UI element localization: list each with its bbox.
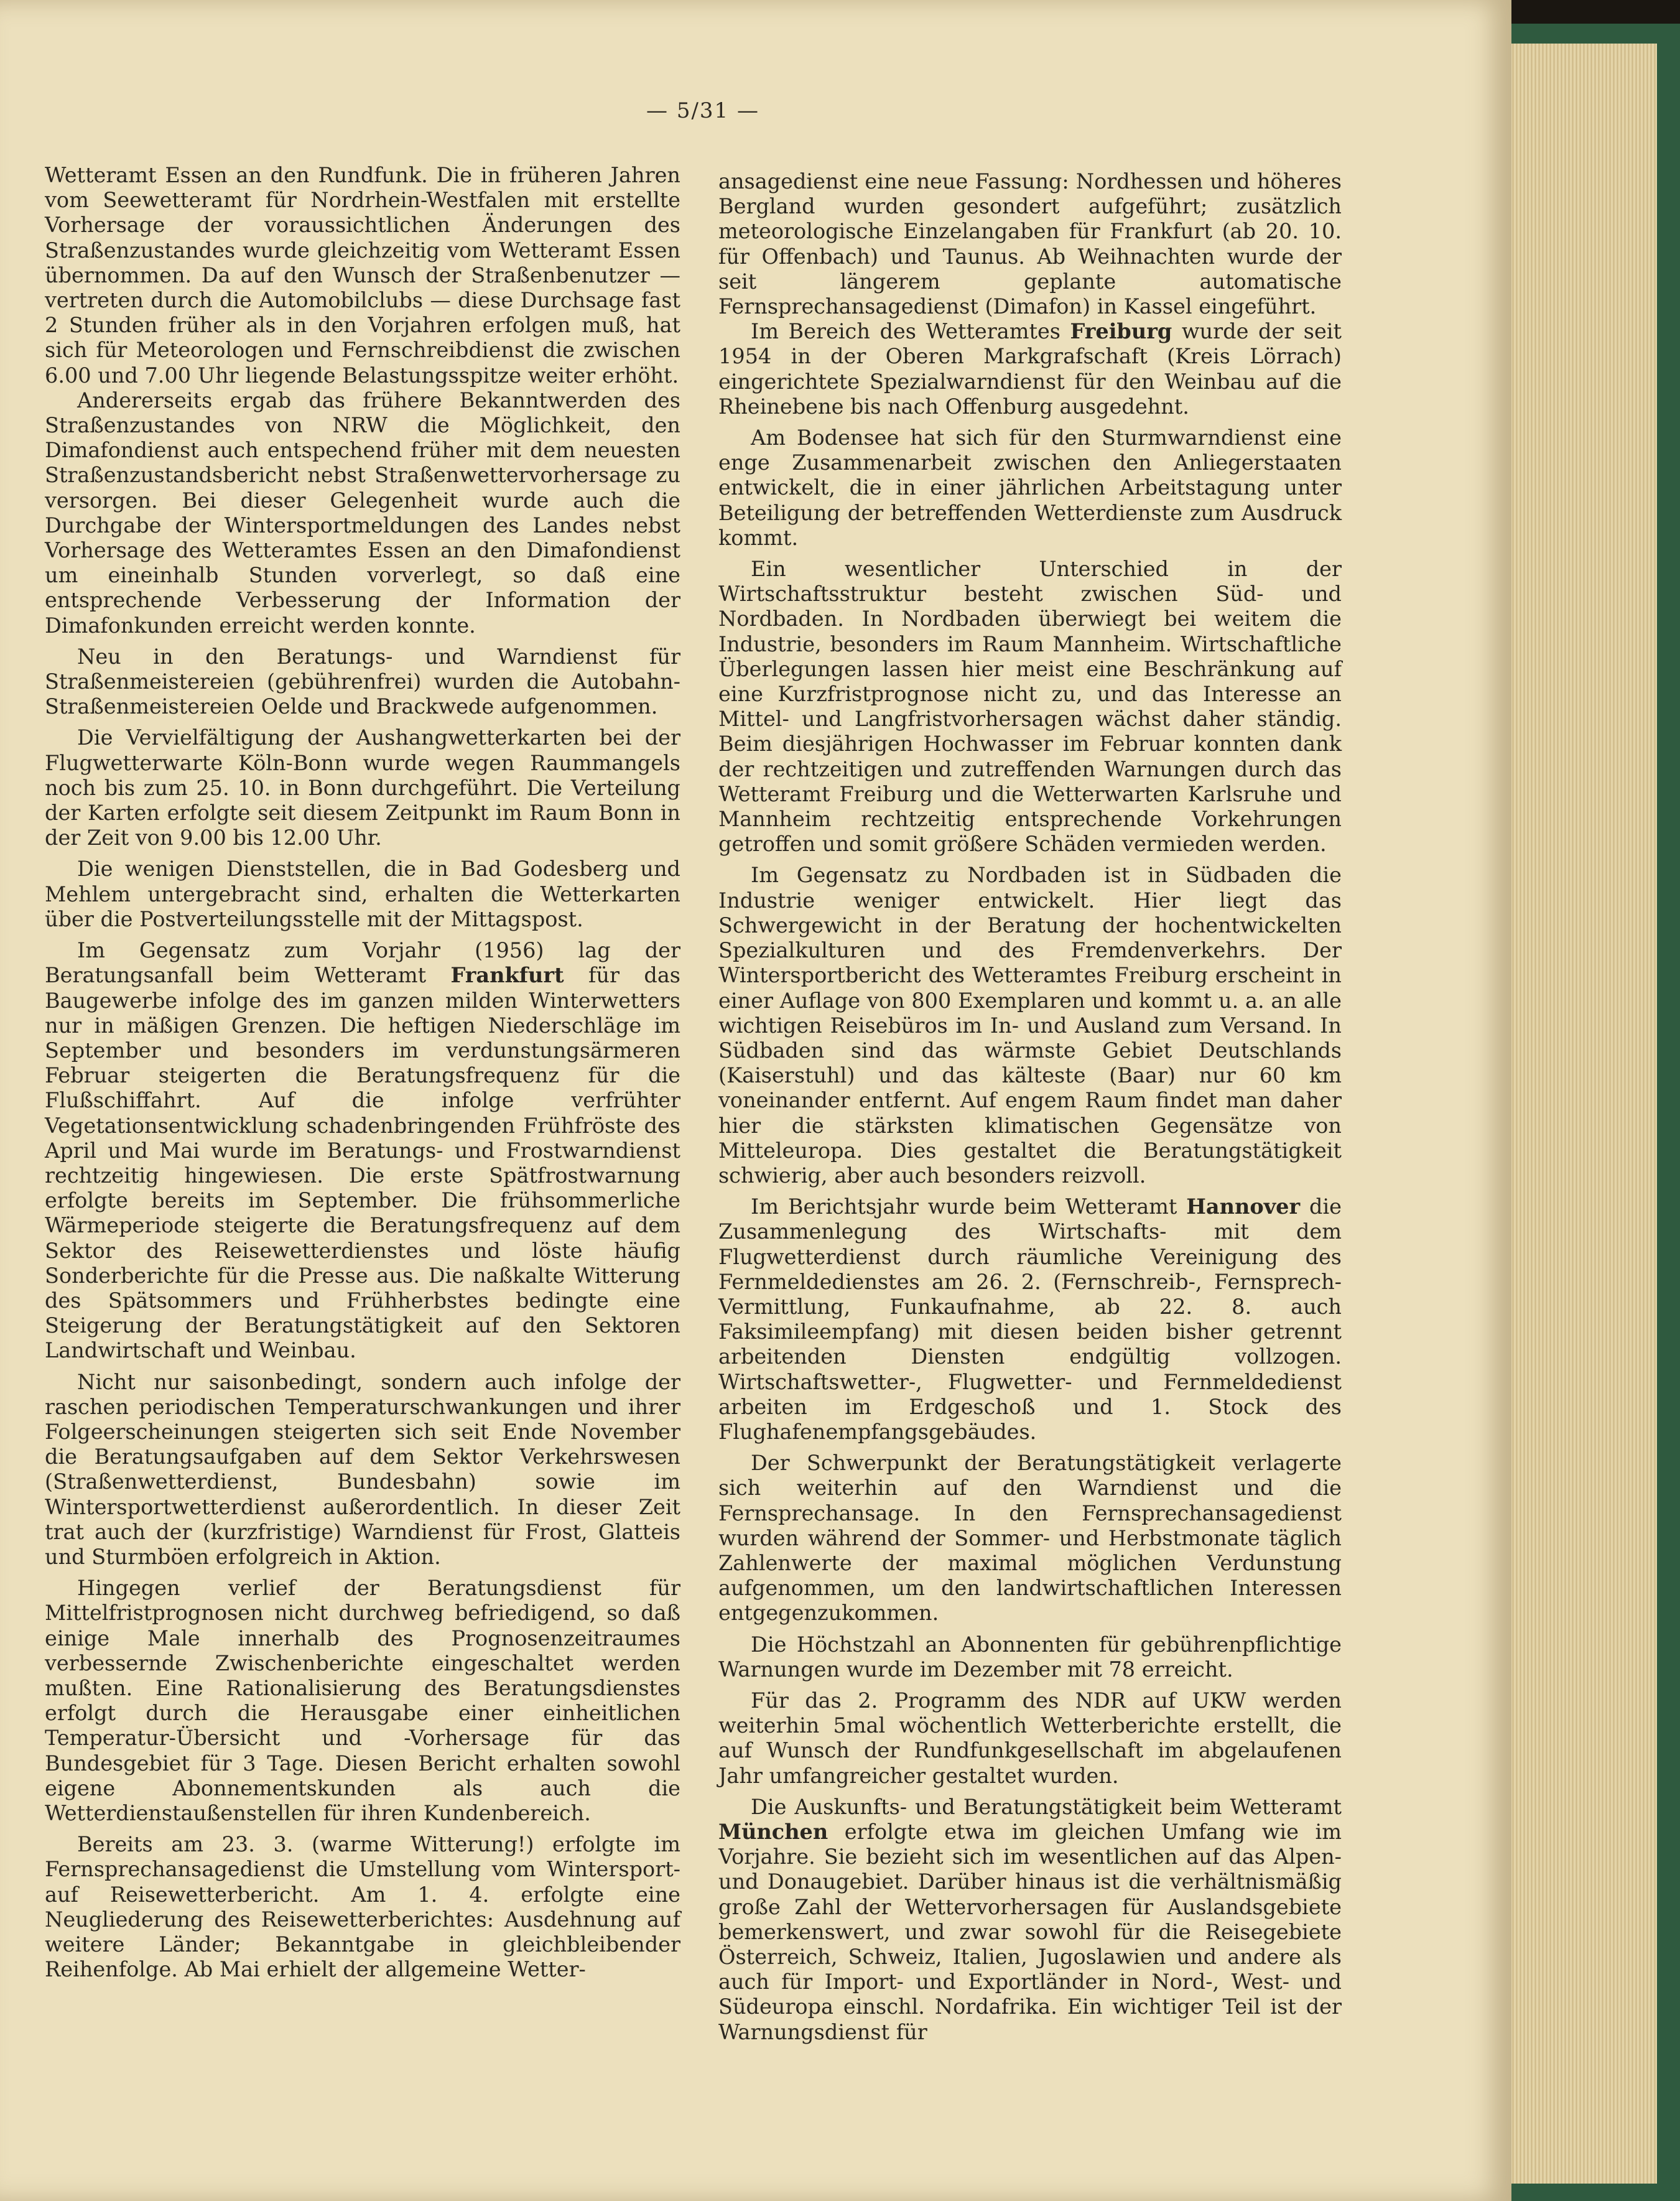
- paragraph: Die wenigen Dienststellen, die in Bad Godesberg und Mehlem untergebracht sind, erhalten die Wetterkarten über die Postverteilungsstelle mit der Mittagspost.: [45, 857, 680, 931]
- city-name: München: [718, 1820, 828, 1844]
- paragraph-text: erfolgte etwa im gleichen Umfang wie im Vorjahre. Sie bezieht sich im wesentlichen auf das Alpen- und Donaugebiet. Darüber hinaus ist die verhältnismäßig große Zahl der Wettervorhersagen für Auslandsgebiete bemerkenswert, und zwar sowohl für die Reisegebiete Österreich, Schweiz, Italien, Jugoslawien und andere als auch für Import- und Exportländer in Nord-, West- und Südeuropa einschl. Nordafrika. Ein wichtiger Teil ist der Warnungsdienst für: [718, 1820, 1342, 2044]
- paragraph: Im Gegensatz zu Nordbaden ist in Südbaden die Industrie weniger entwickelt. Hier liegt das Schwergewicht in der Beratung der hochentwickelten Spezialkulturen und des Fremdenverkehrs. Der Wintersportbericht des Wetteramtes Freiburg erscheint in einer Auflage von 800 Exemplaren und kommt u. a. an alle wichtigen Reisebüros im In- und Ausland zum Versand. In Südbaden sind das wärmste Gebiet Deutschlands (Kaiserstuhl) und das kälteste (Baar) nur 60 km voneinander entfernt. Auf engem Raum findet man daher hier die stärksten klimatischen Gegensätze von Mitteleuropa. Dies gestaltet die Beratungstätigkeit schwierig, aber auch besonders reizvoll.: [718, 863, 1342, 1188]
- left-column: [45, 163, 680, 1982]
- page-edges: [1493, 44, 1657, 2184]
- paragraph: [45, 938, 680, 1363]
- paragraph: Neu in den Beratungs- und Warndienst für Straßenmeistereien (gebührenfrei) wurden die Autobahn-Straßenmeistereien Oelde und Brackwede aufgenommen.: [45, 644, 680, 719]
- paragraph-text: für das Baugewerbe infolge des im ganzen milden Winterwetters nur in mäßigen Grenzen. Die heftigen Niederschläge im September und besonders im verdunstungsärmeren Februar steigerten die Beratungsfrequenz für die Flußschiffahrt. Auf die infolge verfrühter Vegetationsentwicklung schadenbringenden Frühfröste des April und Mai wurde im Beratungs- und Frostwarndienst rechtzeitig hingewiesen. Die erste Spätfrostwarnung erfolgte bereits im September. Die frühsommerliche Wärmeperiode steigerte die Beratungsfrequenz auf dem Sektor des Reisewetterdienstes und löste häufig Sonderberichte für die Presse aus. Die naßkalte Witterung des Spätsommers und Frühherbstes bedingte eine Steigerung der Beratungstätigkeit auf den Sektoren Landwirtschaft und Weinbau.: [45, 963, 680, 1363]
- city-name: Frankfurt: [450, 963, 564, 988]
- paragraph: Wetteramt Essen an den Rundfunk. Die in früheren Jahren vom Seewetteramt für Nordrhein-Westfalen mit erstellte Vorhersage der voraussichtlichen Änderungen des Straßenzustandes wurde gleichzeitig vom Wetteramt Essen übernommen. Da auf den Wunsch der Straßenbenutzer — vertreten durch die Automobilclubs — diese Durchsage fast 2 Stunden früher als in den Vorjahren erfolgen muß, hat sich für Meteorologen und Fernschreibdienst die zwischen 6.00 und 7.00 Uhr liegende Belastungsspitze weiter erhöht.: [45, 163, 680, 388]
- paragraph: ansagedienst eine neue Fassung: Nordhessen und höheres Bergland wurden gesondert aufgeführt; zusätzlich meteorologische Einzelangaben für Frankfurt (ab 20. 10. für Offenbach) und Taunus. Ab Weihnachten wurde der seit längerem geplante automatische Fernsprechansagedienst (Dimafon) in Kassel eingeführt.: [718, 169, 1342, 319]
- paragraph-text: Im Gegensatz zum Vorjahr (1956) lag der Beratungsanfall beim Wetteramt: [45, 938, 680, 988]
- page-number: — 5/31 —: [646, 98, 759, 123]
- paragraph: [718, 1194, 1342, 1445]
- paragraph: Bereits am 23. 3. (warme Witterung!) erfolgte im Fernsprechansagedienst die Umstellung vom Wintersport- auf Reisewetterbericht. Am 1. 4. erfolgte eine Neugliederung des Reisewetterberichtes: Ausdehnung auf weitere Länder; Bekanntgabe in gleichbleibender Reihenfolge. Ab Mai erhielt der allgemeine Wetter-: [45, 1832, 680, 1982]
- paragraph-text: Im Bereich des Wetteramtes: [751, 319, 1070, 344]
- paragraph: Ein wesentlicher Unterschied in der Wirtschaftsstruktur besteht zwischen Süd- und Nordbaden. In Nordbaden überwiegt bei weitem die Industrie, besonders im Raum Mannheim. Wirtschaftliche Überlegungen lassen hier meist eine Beschränkung auf eine Kurzfristprognose nicht zu, und das Interesse an Mittel- und Langfristvorhersagen wächst daher ständig. Beim diesjährigen Hochwasser im Februar konnten dank der rechtzeitigen und zutreffenden Warnungen durch das Wetteramt Freiburg und die Wetterwarten Karlsruhe und Mannheim rechtzeitig entsprechende Vorkehrungen getroffen und somit größere Schäden vermieden werden.: [718, 557, 1342, 857]
- paragraph: Die Höchstzahl an Abonnenten für gebührenpflichtige Warnungen wurde im Dezember mit 78 erreicht.: [718, 1632, 1342, 1682]
- paragraph-text: die Zusammenlegung des Wirtschafts- mit dem Flugwetterdienst durch räumliche Vereinigung des Fernmeldedienstes am 26. 2. (Fernschreib-, Fernsprech-Vermittlung, Funkaufnahme, ab 22. 8. auch Faksimileempfang) mit diesen beiden bisher getrennt arbeitenden Diensten endgültig vollzogen. Wirtschaftswetter-, Flugwetter- und Fernmeldedienst arbeiten im Erdgeschoß und 1. Stock des Flughafenempfangsgebäudes.: [718, 1194, 1342, 1444]
- city-name: Hannover: [1186, 1194, 1301, 1219]
- paragraph: Nicht nur saisonbedingt, sondern auch infolge der raschen periodischen Temperaturschwankungen und ihrer Folgeerscheinungen steigerten sich seit Ende November die Beratungsaufgaben auf dem Sektor Verkehrswesen (Straßenwetterdienst, Bundesbahn) sowie im Wintersportwetterdienst außerordentlich. In dieser Zeit trat auch der (kurzfristige) Warndienst für Frost, Glatteis und Sturmböen erfolgreich in Aktion.: [45, 1369, 680, 1569]
- city-name: Freiburg: [1070, 319, 1172, 344]
- paragraph-text: wurde der seit 1954 in der Oberen Markgrafschaft (Kreis Lörrach) eingerichtete Spezialwarndienst für den Weinbau auf die Rheinebene bis nach Offenburg ausgedehnt.: [718, 319, 1342, 419]
- paragraph: Am Bodensee hat sich für den Sturmwarndienst eine enge Zusammenarbeit zwischen den Anliegerstaaten entwickelt, die in einer jährlichen Arbeitstagung unter Beteiligung der betreffenden Wetterdienste zum Ausdruck kommt.: [718, 426, 1342, 550]
- paragraph: Die Vervielfältigung der Aushangwetterkarten bei der Flugwetterwarte Köln-Bonn wurde wegen Raummangels noch bis zum 25. 10. in Bonn durchgeführt. Die Verteilung der Karten erfolgte seit diesem Zeitpunkt im Raum Bonn in der Zeit von 9.00 bis 12.00 Uhr.: [45, 725, 680, 850]
- right-column: [718, 169, 1342, 2045]
- paragraph-text: Die Auskunfts- und Beratungstätigkeit beim Wetteramt: [751, 1794, 1342, 1819]
- paragraph: [718, 319, 1342, 419]
- paragraph: Andererseits ergab das frühere Bekanntwerden des Straßenzustandes von NRW die Möglichkeit, den Dimafondienst auch entspechend früher mit dem neuesten Straßenzustandsbericht nebst Straßenwettervorhersage zu versorgen. Bei dieser Gelegenheit wurde auch die Durchgabe der Wintersportmeldungen des Landes nebst Vorhersage des Wetteramtes Essen an den Dimafondienst um eineinhalb Stunden vorverlegt, so daß eine entsprechende Verbesserung der Information der Dimafonkunden erreicht werden konnte.: [45, 388, 680, 638]
- paragraph: [718, 1795, 1342, 2045]
- paragraph: Der Schwerpunkt der Beratungstätigkeit verlagerte sich weiterhin auf den Warndienst und die Fernsprechansage. In den Fernsprechansagedienst wurden während der Sommer- und Herbstmonate täglich Zahlenwerte der maximal möglichen Verdunstung aufgenommen, um den landwirtschaftlichen Interessen entgegenzukommen.: [718, 1451, 1342, 1626]
- paragraph: Hingegen verlief der Beratungsdienst für Mittelfristprognosen nicht durchweg befriedigend, so daß einige Male innerhalb des Prognosenzeitraumes verbessernde Zwischenberichte eingeschaltet werden mußten. Eine Rationalisierung des Beratungsdienstes erfolgt durch die Herausgabe einer einheitlichen Temperatur-Übersicht und -Vorhersage für das Bundesgebiet für 3 Tage. Diesen Bericht erhalten sowohl eigene Abonnementskunden als auch die Wetterdienstaußenstellen für ihren Kundenbereich.: [45, 1576, 680, 1825]
- paragraph: Für das 2. Programm des NDR auf UKW werden weiterhin 5mal wöchentlich Wetterberichte erstellt, die auf Wunsch der Rundfunkgesellschaft im abgelaufenen Jahr umfangreicher gestaltet wurden.: [718, 1688, 1342, 1788]
- paragraph-text: Im Berichtsjahr wurde beim Wetteramt: [751, 1194, 1187, 1219]
